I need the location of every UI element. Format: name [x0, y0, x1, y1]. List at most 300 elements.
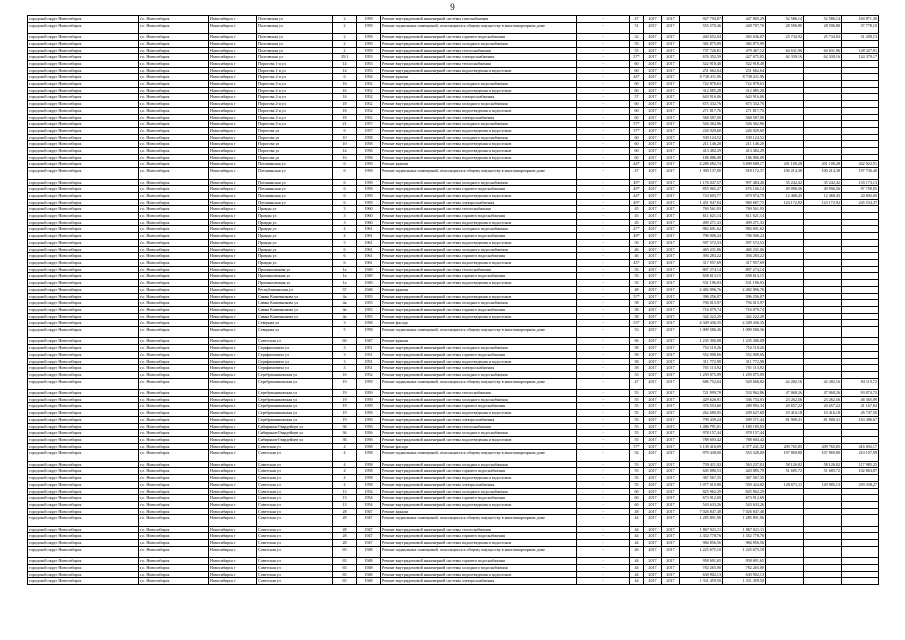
cell-regional-amount	[766, 358, 804, 365]
cell-municipality: г.о. Новосибирск	[139, 121, 209, 128]
cell-work-type: Ремонт внутридомовой инженерной системы водоотведения и водостоков	[381, 293, 577, 300]
cell-regional-amount	[766, 313, 804, 320]
cell-regional-amount	[766, 266, 804, 273]
table-row	[28, 141, 879, 148]
cell-build-year: 1959	[357, 16, 381, 23]
cell-total-cost: 1 259 075,09	[680, 371, 723, 378]
cell-year-start: 2017	[644, 468, 662, 475]
cell-build-year: 1954	[357, 74, 381, 81]
cell-district: городской округ Новосибирск	[28, 461, 139, 468]
cell-fund-amount: 676 106,14	[723, 186, 766, 193]
cell-year-end: 2017	[662, 81, 680, 88]
cell-owner-amount	[842, 475, 879, 482]
cell-extra: -	[577, 81, 630, 88]
cell-year-end: 2017	[662, 488, 680, 495]
cell-street: Советская ул	[257, 468, 333, 475]
cell-work-type: Ремонт подвальных помещений, относящихся к общему имуществу в многоквартирном доме	[381, 327, 577, 338]
cell-house: 19	[333, 378, 357, 389]
cell-fund-amount: 563 237,03	[723, 461, 766, 468]
cell-total-cost: 522 918,40	[680, 60, 723, 67]
cell-regional-amount	[766, 436, 804, 443]
capital-repair-table	[27, 15, 879, 585]
cell-house: 4а	[333, 293, 357, 300]
cell-local-amount	[804, 226, 842, 233]
cell-fund-amount: 499 271,33	[723, 219, 766, 226]
cell-fund-amount: 367 567,35	[723, 475, 766, 482]
cell-house: 65	[333, 571, 357, 578]
cell-build-year: 1960	[357, 206, 381, 213]
cell-municipality: г.о. Новосибирск	[139, 192, 209, 199]
cell-house: 13	[333, 501, 357, 508]
cell-local-amount	[804, 300, 842, 307]
cell-year-end: 2017	[662, 286, 680, 293]
cell-house: 6	[333, 179, 357, 186]
cell-house: 18	[333, 114, 357, 121]
cell-build-year: 1951	[357, 365, 381, 372]
table-row	[28, 87, 879, 94]
cell-build-year: 1948	[357, 558, 381, 565]
cell-work-type: Ремонт внутридомовой инженерной системы горячего водоснабжения	[381, 233, 577, 240]
cell-fund-amount: 752 110,26	[723, 345, 766, 352]
cell-year-end: 2017	[662, 226, 680, 233]
cell-year-start: 2017	[644, 253, 662, 260]
cell-total-cost: 396 256,07	[680, 293, 723, 300]
cell-work-type: Ремонт внутридомовой инженерной системы холодного водоснабжения	[381, 134, 577, 141]
cell-year-end: 2017	[662, 481, 680, 488]
cell-total-cost: 722 878,63	[680, 81, 723, 88]
cell-wear: 47	[630, 168, 644, 179]
cell-regional-amount	[766, 213, 804, 220]
cell-extra: -	[577, 16, 630, 23]
cell-total-cost: 1 331 459,50	[680, 578, 723, 585]
cell-fund-amount: 1 331 459,50	[723, 578, 766, 585]
cell-district: городской округ Новосибирск	[28, 148, 139, 155]
cell-municipality: г.о. Новосибирск	[139, 148, 209, 155]
cell-local-amount	[804, 154, 842, 161]
cell-owner-amount	[842, 280, 879, 287]
cell-street: Саввы Кожевникова ул	[257, 293, 333, 300]
cell-build-year: 1953	[357, 67, 381, 74]
cell-owner-amount	[842, 365, 879, 372]
cell-year-start: 2017	[644, 101, 662, 108]
cell-wear: 58	[630, 306, 644, 313]
cell-fund-amount: 1 180 185,03	[723, 423, 766, 430]
cell-district: городской округ Новосибирск	[28, 371, 139, 378]
cell-year-start: 2017	[644, 436, 662, 443]
cell-regional-amount	[766, 508, 804, 515]
cell-owner-amount: 46 365,89	[842, 396, 879, 403]
cell-municipality: г.о. Новосибирск	[139, 168, 209, 179]
table-row	[28, 154, 879, 161]
cell-locality: Новосибирск г	[209, 450, 257, 461]
cell-build-year: 1949	[357, 280, 381, 287]
cell-owner-amount: 442 022,91	[842, 161, 879, 168]
cell-municipality: г.о. Новосибирск	[139, 213, 209, 220]
cell-owner-amount: 93 874,72	[842, 390, 879, 397]
cell-local-amount	[804, 266, 842, 273]
table-row	[28, 578, 879, 585]
cell-wear: 60	[630, 114, 644, 121]
cell-owner-amount	[842, 578, 879, 585]
cell-street: Серафимовича ул	[257, 358, 333, 365]
cell-work-type: Ремонт внутридомовой инженерной системы холодного водоснабжения	[381, 461, 577, 468]
cell-year-end: 2017	[662, 495, 680, 502]
cell-wear: 60	[630, 488, 644, 495]
cell-owner-amount	[842, 320, 879, 327]
cell-district: городской округ Новосибирск	[28, 259, 139, 266]
cell-district: городской округ Новосибирск	[28, 94, 139, 101]
cell-municipality: г.о. Новосибирск	[139, 327, 209, 338]
cell-work-type: Ремонт крыши	[381, 508, 577, 515]
cell-regional-amount	[766, 546, 804, 557]
cell-total-cost: 1 285 891,96	[680, 515, 723, 526]
cell-work-type: Ремонт внутридомовой инженерной системы водоотведения и водостоков	[381, 148, 577, 155]
cell-street: Саввы Кожевникова ул	[257, 300, 333, 307]
cell-house: 2	[333, 34, 357, 41]
cell-district: городской округ Новосибирск	[28, 40, 139, 47]
cell-regional-amount: 100 214,38	[766, 168, 804, 179]
cell-wear: 45*	[630, 259, 644, 266]
cell-owner-amount	[842, 358, 879, 365]
cell-year-end: 2017	[662, 475, 680, 482]
cell-extra: -	[577, 179, 630, 186]
cell-build-year: 1949	[357, 273, 381, 280]
cell-regional-amount: 128 671,11	[766, 481, 804, 488]
cell-owner-amount: 245 534,37	[842, 199, 879, 206]
cell-locality: Новосибирск г	[209, 161, 257, 168]
cell-municipality: г.о. Новосибирск	[139, 443, 209, 450]
cell-total-cost: 1 235 306,08	[680, 338, 723, 345]
cell-locality: Новосибирск г	[209, 239, 257, 246]
cell-owner-amount	[842, 423, 879, 430]
table-row	[28, 475, 879, 482]
cell-district: городской округ Новосибирск	[28, 16, 139, 23]
cell-house: 16	[333, 371, 357, 378]
cell-extra: -	[577, 378, 630, 389]
cell-municipality: г.о. Новосибирск	[139, 558, 209, 565]
cell-total-cost: 1 486 791,81	[680, 423, 723, 430]
cell-year-start: 2017	[644, 40, 662, 47]
cell-total-cost: 539 124,52	[680, 134, 723, 141]
cell-fund-amount: 553 328,00	[723, 450, 766, 461]
table-row	[28, 16, 879, 23]
cell-district: городской округ Новосибирск	[28, 423, 139, 430]
cell-extra: -	[577, 161, 630, 168]
cell-house: 28	[333, 508, 357, 515]
cell-year-end: 2017	[662, 186, 680, 193]
cell-local-amount	[804, 74, 842, 81]
cell-owner-amount	[842, 293, 879, 300]
cell-build-year: 1960	[357, 219, 381, 226]
cell-total-cost: 271 817,76	[680, 107, 723, 114]
cell-year-start: 2017	[644, 396, 662, 403]
cell-street: Сибиряков-Гвардейцев ул	[257, 423, 333, 430]
cell-local-amount	[804, 141, 842, 148]
cell-work-type: Ремонт внутридомовой инженерной системы водоотведения и водостоков	[381, 154, 577, 161]
cell-district: городской округ Новосибирск	[28, 81, 139, 88]
cell-wear: 55	[630, 475, 644, 482]
cell-street: Потанинская ул	[257, 161, 333, 168]
cell-regional-amount: 10 416,18	[766, 410, 804, 417]
cell-fund-amount: 427 675,05	[723, 54, 766, 61]
cell-district: городской округ Новосибирск	[28, 300, 139, 307]
cell-municipality: г.о. Новосибирск	[139, 273, 209, 280]
cell-house: 19	[333, 416, 357, 423]
cell-year-end: 2017	[662, 22, 680, 33]
cell-work-type: Ремонт внутридомовой инженерной системы водоотведения и водостоков	[381, 127, 577, 134]
cell-year-start: 2017	[644, 206, 662, 213]
cell-wear: 44*	[630, 192, 644, 199]
cell-district: городской округ Новосибирск	[28, 74, 139, 81]
cell-house: 36	[333, 430, 357, 437]
cell-municipality: г.о. Новосибирск	[139, 199, 209, 206]
cell-house: 19	[333, 410, 357, 417]
cell-owner-amount: 210 107,99	[842, 450, 879, 461]
cell-wear: 55	[630, 461, 644, 468]
cell-year-end: 2017	[662, 179, 680, 186]
cell-build-year: 1959	[357, 390, 381, 397]
cell-owner-amount	[842, 246, 879, 253]
cell-district: городской округ Новосибирск	[28, 358, 139, 365]
cell-house: 2	[333, 47, 357, 54]
cell-municipality: г.о. Новосибирск	[139, 134, 209, 141]
cell-district: городской округ Новосибирск	[28, 378, 139, 389]
cell-house: 6	[333, 192, 357, 199]
cell-total-cost: 716 079,74	[680, 306, 723, 313]
cell-total-cost: 723 603,77	[680, 192, 723, 199]
cell-owner-amount	[842, 327, 879, 338]
cell-municipality: г.о. Новосибирск	[139, 358, 209, 365]
cell-street: Советская ул	[257, 508, 333, 515]
cell-district: городской округ Новосибирск	[28, 213, 139, 220]
cell-extra: -	[577, 134, 630, 141]
cell-local-amount	[804, 578, 842, 585]
cell-local-amount	[804, 121, 842, 128]
cell-build-year: 1958	[357, 468, 381, 475]
cell-fund-amount: 796 006,24	[723, 233, 766, 240]
cell-total-cost: 555 570,46	[680, 22, 723, 33]
cell-owner-amount	[842, 154, 879, 161]
cell-local-amount	[804, 101, 842, 108]
cell-owner-amount	[842, 81, 879, 88]
cell-street: Советская ул	[257, 571, 333, 578]
cell-fund-amount: 1 285 891,96	[723, 515, 766, 526]
cell-regional-amount	[766, 127, 804, 134]
cell-build-year: 1959	[357, 179, 381, 186]
cell-house: 14	[333, 148, 357, 155]
table-row	[28, 22, 879, 33]
cell-street: Республиканская ул	[257, 286, 333, 293]
cell-owner-amount	[842, 253, 879, 260]
cell-owner-amount	[842, 121, 879, 128]
table-row	[28, 564, 879, 571]
cell-build-year: 1959	[357, 199, 381, 206]
cell-build-year: 1948	[357, 546, 381, 557]
cell-local-amount	[804, 571, 842, 578]
cell-wear: 55	[630, 436, 644, 443]
cell-street: Порогова 2-я ул	[257, 81, 333, 88]
cell-locality: Новосибирск г	[209, 345, 257, 352]
cell-municipality: г.о. Новосибирск	[139, 206, 209, 213]
table-row	[28, 468, 879, 475]
cell-street: Порогова 2-я ул	[257, 87, 333, 94]
cell-municipality: г.о. Новосибирск	[139, 179, 209, 186]
cell-street: Советская ул	[257, 526, 333, 533]
cell-municipality: г.о. Новосибирск	[139, 351, 209, 358]
table-row	[28, 436, 879, 443]
cell-year-end: 2017	[662, 259, 680, 266]
cell-year-start: 2017	[644, 423, 662, 430]
cell-regional-amount	[766, 488, 804, 495]
cell-fund-amount: 226 929,60	[723, 127, 766, 134]
cell-district: городской округ Новосибирск	[28, 134, 139, 141]
cell-local-amount	[804, 87, 842, 94]
cell-owner-amount	[842, 101, 879, 108]
cell-street: Серебренниковская ул	[257, 396, 333, 403]
cell-regional-amount	[766, 114, 804, 121]
cell-fund-amount: 271 817,76	[723, 107, 766, 114]
cell-district: городской округ Новосибирск	[28, 47, 139, 54]
cell-street: Порогова 2-я ул	[257, 114, 333, 121]
cell-district: городской округ Новосибирск	[28, 67, 139, 74]
cell-wear: 57*	[630, 121, 644, 128]
table-row	[28, 168, 879, 179]
cell-house: 4	[333, 481, 357, 488]
cell-year-end: 2017	[662, 306, 680, 313]
cell-fund-amount: 782 265,00	[723, 564, 766, 571]
cell-work-type: Ремонт подвальных помещений, относящихся к общему имуществу в многоквартирном доме	[381, 22, 577, 33]
cell-locality: Новосибирск г	[209, 475, 257, 482]
cell-house: 13	[333, 488, 357, 495]
cell-owner-amount	[842, 94, 879, 101]
cell-fund-amount: 769 561,93	[723, 206, 766, 213]
cell-owner-amount: 41 167,82	[842, 403, 879, 410]
cell-total-cost: 794 015,97	[680, 300, 723, 307]
cell-street: Порогова 2-я ул	[257, 107, 333, 114]
cell-year-start: 2017	[644, 127, 662, 134]
cell-street: Советская ул	[257, 475, 333, 482]
cell-fund-amount: 209 627,60	[723, 410, 766, 417]
cell-street: Советская ул	[257, 481, 333, 488]
cell-local-amount	[804, 233, 842, 240]
table-row	[28, 107, 879, 114]
table-row	[28, 351, 879, 358]
cell-local-amount	[804, 358, 842, 365]
cell-house: 10	[333, 134, 357, 141]
table-row	[28, 47, 879, 54]
table-row	[28, 488, 879, 495]
cell-total-cost: 226 929,60	[680, 127, 723, 134]
cell-regional-amount: 51 685,72	[766, 468, 804, 475]
cell-owner-amount	[842, 306, 879, 313]
cell-owner-amount	[842, 300, 879, 307]
cell-work-type: Ремонт внутридомовой инженерной системы водоотведения и водостоков	[381, 358, 577, 365]
cell-regional-amount	[766, 495, 804, 502]
cell-extra: -	[577, 47, 630, 54]
cell-municipality: г.о. Новосибирск	[139, 94, 209, 101]
cell-locality: Новосибирск г	[209, 571, 257, 578]
cell-year-start: 2017	[644, 571, 662, 578]
cell-build-year: 1958	[357, 320, 381, 327]
cell-locality: Новосибирск г	[209, 533, 257, 540]
cell-year-end: 2017	[662, 34, 680, 41]
cell-locality: Новосибирск г	[209, 107, 257, 114]
cell-locality: Новосибирск г	[209, 94, 257, 101]
cell-district: городской округ Новосибирск	[28, 206, 139, 213]
cell-work-type: Ремонт внутридомовой инженерной системы холодного водоснабжения	[381, 40, 577, 47]
cell-extra: -	[577, 154, 630, 161]
cell-house: 21	[333, 121, 357, 128]
cell-build-year: 1960	[357, 213, 381, 220]
cell-fund-amount: 568 587,00	[723, 114, 766, 121]
cell-year-end: 2017	[662, 533, 680, 540]
cell-local-amount	[804, 81, 842, 88]
cell-year-start: 2017	[644, 515, 662, 526]
cell-fund-amount: 336 733,03	[723, 396, 766, 403]
cell-municipality: г.о. Новосибирск	[139, 34, 209, 41]
cell-wear: 44	[630, 571, 644, 578]
cell-local-amount: 47 068,26	[804, 390, 842, 397]
cell-fund-amount: 394 283,22	[723, 253, 766, 260]
cell-fund-amount: 479 467,12	[723, 47, 766, 54]
cell-year-start: 2017	[644, 495, 662, 502]
cell-fund-amount: 211 146,20	[723, 141, 766, 148]
cell-work-type: Ремонт подвальных помещений, относящихся к общему имуществу в многоквартирном доме	[381, 515, 577, 526]
cell-extra: -	[577, 423, 630, 430]
cell-year-start: 2017	[644, 450, 662, 461]
cell-house: 4	[333, 475, 357, 482]
cell-district: городской округ Новосибирск	[28, 320, 139, 327]
cell-street: Советская ул	[257, 450, 333, 461]
cell-total-cost: 676 352,59	[680, 54, 723, 61]
cell-wear: 60	[630, 60, 644, 67]
table-row	[28, 219, 879, 226]
cell-district: городской округ Новосибирск	[28, 168, 139, 179]
cell-wear: 44	[630, 578, 644, 585]
cell-house: 6	[333, 253, 357, 260]
cell-wear: 45	[630, 213, 644, 220]
cell-fund-amount: 630 902,13	[723, 571, 766, 578]
cell-municipality: г.о. Новосибирск	[139, 47, 209, 54]
cell-regional-amount	[766, 300, 804, 307]
cell-build-year: 1959	[357, 47, 381, 54]
cell-local-amount: 64 631,96	[804, 47, 842, 54]
table-row	[28, 378, 879, 389]
cell-house: 14	[333, 60, 357, 67]
cell-local-amount	[804, 246, 842, 253]
cell-year-start: 2017	[644, 87, 662, 94]
cell-regional-amount: 209 765,85	[766, 443, 804, 450]
cell-year-end: 2017	[662, 526, 680, 533]
cell-owner-amount	[842, 371, 879, 378]
table-row	[28, 40, 879, 47]
cell-year-end: 2017	[662, 313, 680, 320]
table-row	[28, 67, 879, 74]
cell-extra: -	[577, 246, 630, 253]
cell-municipality: г.о. Новосибирск	[139, 508, 209, 515]
table-row	[28, 286, 879, 293]
cell-work-type: Ремонт внутридомовой инженерной системы теплоснабжения	[381, 526, 577, 533]
cell-district: городской округ Новосибирск	[28, 546, 139, 557]
cell-regional-amount	[766, 253, 804, 260]
cell-total-cost: 1 867 021,11	[680, 526, 723, 533]
table-row	[28, 74, 879, 81]
cell-locality: Новосибирск г	[209, 558, 257, 565]
cell-local-amount	[804, 127, 842, 134]
cell-house: 3	[333, 213, 357, 220]
cell-extra: -	[577, 526, 630, 533]
cell-district: городской округ Новосибирск	[28, 87, 139, 94]
